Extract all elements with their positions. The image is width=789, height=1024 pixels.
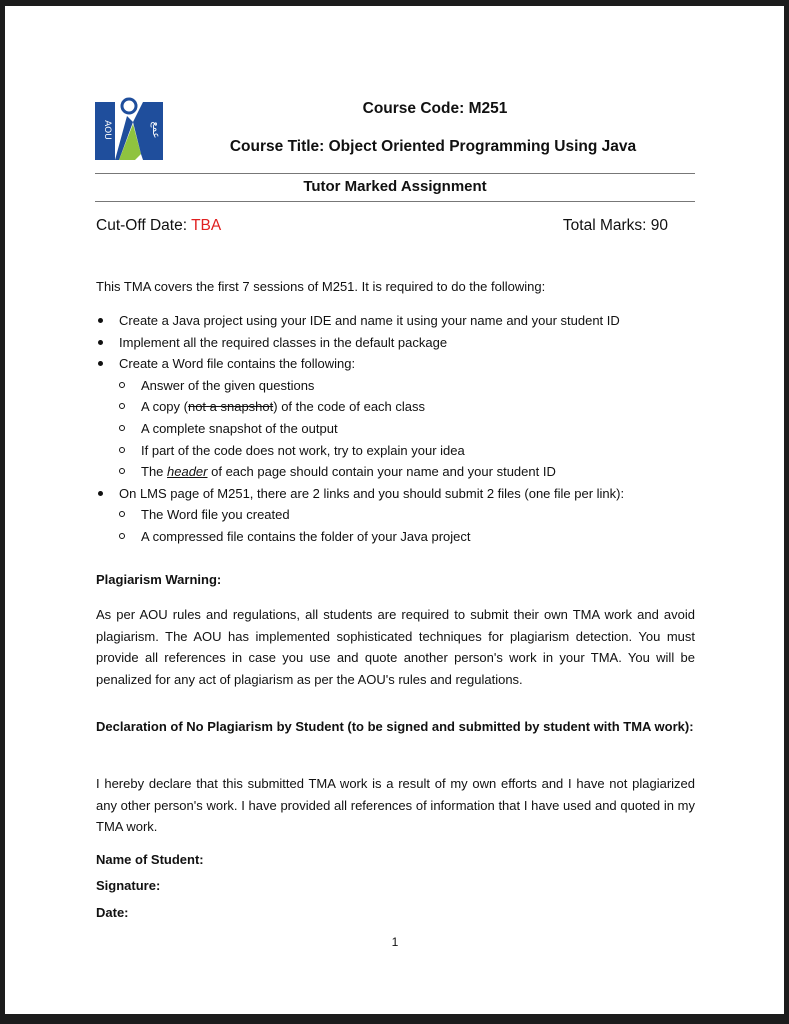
top-divider bbox=[95, 173, 695, 174]
cutoff-label: Cut-Off Date: bbox=[96, 217, 192, 234]
sub-item-text: ) of the code of each class bbox=[273, 399, 426, 415]
list-item: Implement all the required classes in the default package bbox=[96, 332, 696, 354]
underlined-text: header bbox=[167, 464, 208, 480]
signature-label: Signature: bbox=[96, 878, 161, 893]
student-name-label: Name of Student: bbox=[96, 852, 204, 867]
list-item: Create a Java project using your IDE and name it using your name and your student ID bbox=[96, 310, 696, 332]
sub-list-item: A complete snapshot of the output bbox=[96, 418, 696, 440]
aou-logo-icon bbox=[93, 94, 165, 164]
date-label: Date: bbox=[96, 905, 129, 920]
logo-left-text: AOU bbox=[102, 120, 112, 140]
sub-item-text: A copy ( bbox=[141, 399, 188, 415]
sub-item-text: of each page should contain your name and your student ID bbox=[207, 464, 556, 480]
list-item: Create a Word file contains the following: bbox=[96, 353, 696, 375]
struck-text: not a snapshot bbox=[187, 399, 274, 415]
course-code: Course Code: M251 bbox=[362, 100, 508, 117]
cutoff-value: TBA bbox=[191, 217, 222, 234]
sub-list-item: A compressed file contains the folder of your Java project bbox=[96, 526, 696, 548]
bottom-divider bbox=[95, 201, 695, 202]
requirements-list bbox=[96, 310, 696, 548]
course-title: Course Title: Object Oriented Programming Using Java bbox=[229, 138, 637, 155]
list-item: On LMS page of M251, there are 2 links and you should submit 2 files (one file per link): bbox=[96, 483, 696, 505]
page-number: 1 bbox=[391, 935, 399, 949]
sub-list-item: The Word file you created bbox=[96, 504, 696, 526]
intro-paragraph: This TMA covers the first 7 sessions of M251. It is required to do the following: bbox=[96, 279, 546, 294]
plagiarism-paragraph: As per AOU rules and regulations, all students are required to submit their own TMA work and avoid plagiarism. The AOU has implemented sophisticated techniques for plagiarism detection. You must provide all references in case you use and quote another person's work in your TMA. You will be penalized for any act of plagiarism as per the AOU's rules and regulations. bbox=[96, 607, 695, 687]
declaration-paragraph: I hereby declare that this submitted TMA work is a result of my own efforts and I have not plagiarized any other person's work. I have provided all references of information that I have used and quoted in my TMA work. bbox=[96, 776, 695, 834]
document-page bbox=[5, 6, 784, 1014]
sub-list-item bbox=[96, 396, 696, 418]
total-marks: Total Marks: 90 bbox=[562, 217, 668, 234]
sub-list-item: If part of the code does not work, try to explain your idea bbox=[96, 440, 696, 462]
logo-right-text: عمع bbox=[150, 121, 161, 139]
assignment-type-heading: Tutor Marked Assignment bbox=[303, 178, 487, 195]
sub-list-item bbox=[96, 461, 696, 483]
declaration-heading: Declaration of No Plagiarism by Student (to be signed and submitted by student with TMA work): bbox=[96, 719, 694, 734]
cutoff-date bbox=[96, 217, 221, 235]
sub-list-item: Answer of the given questions bbox=[96, 375, 696, 397]
sub-item-text: The bbox=[141, 464, 168, 480]
plagiarism-heading: Plagiarism Warning: bbox=[96, 572, 222, 587]
